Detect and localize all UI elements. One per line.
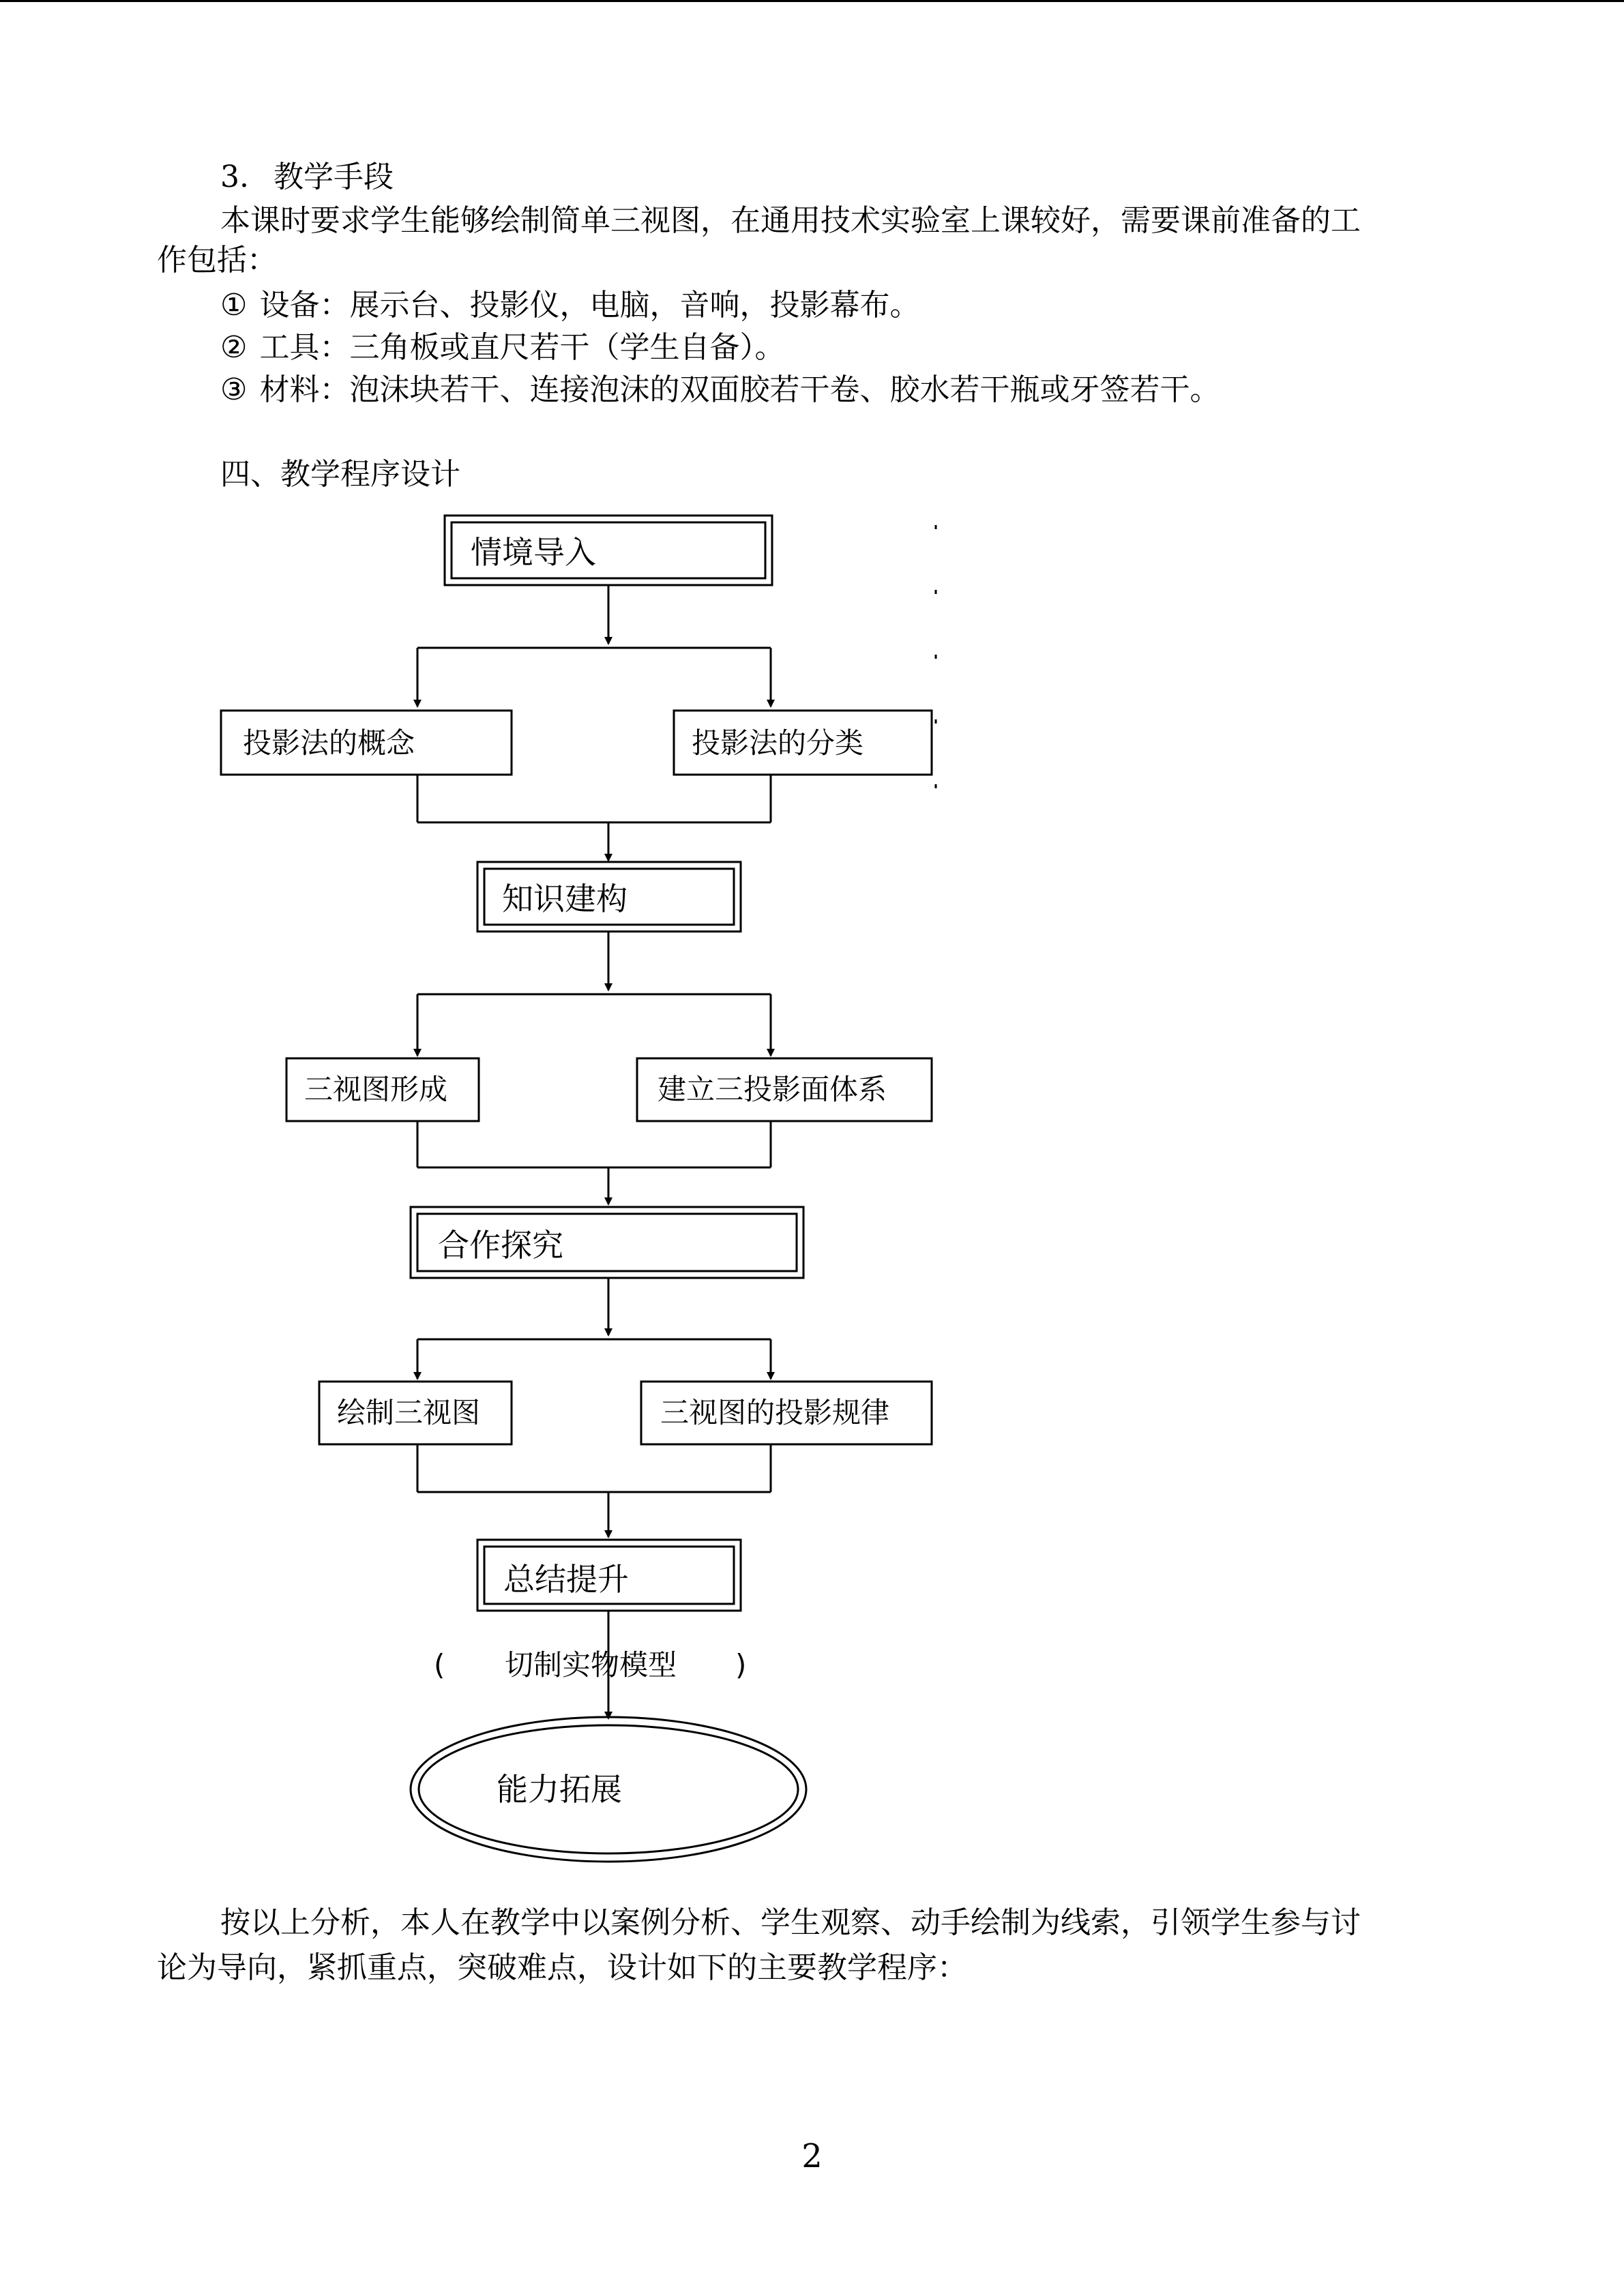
stage2-right-label: 建立三投影面体系 (658, 1073, 887, 1106)
note-close-paren: ) (735, 1648, 747, 1682)
stage1-label: 情境导入 (471, 534, 596, 571)
stage2-left-label: 三视图形成 (304, 1073, 448, 1106)
section3-paragraph-line1: 本课时要求学生能够绘制简单三视图，在通用技术实验室上课较好，需要课前准备的工 (220, 203, 1361, 238)
section3-number: 3. (220, 160, 249, 194)
final-label: 能力拓展 (497, 1771, 622, 1808)
stage1-right-label: 投影法的分类 (692, 726, 864, 760)
branch-connector (417, 648, 771, 706)
stage3-right-label: 三视图的投影规律 (660, 1396, 890, 1429)
list-marker: ① (220, 288, 248, 323)
stage3-left-label: 绘制三视图 (337, 1396, 481, 1429)
list-marker: ② (220, 330, 248, 365)
page-number: 2 (801, 2137, 823, 2175)
branch-connector (417, 994, 771, 1056)
list-item-text: 工具：三角板或直尺若干（学生自备）。 (259, 330, 785, 365)
branch-connector (417, 1339, 771, 1379)
note-open-paren: ( (434, 1648, 445, 1682)
merge-connector (417, 1121, 771, 1204)
merge-connector (417, 775, 771, 861)
list-marker: ③ (220, 372, 248, 407)
stage3-label: 合作探究 (438, 1227, 563, 1264)
list-item-text: 设备：展示台、投影仪，电脑，音响，投影幕布。 (259, 288, 920, 323)
stage2-label: 知识建构 (502, 880, 628, 917)
list-item-text: 材料：泡沫块若干、连接泡沫的双面胶若干卷、胶水若干瓶或牙签若干。 (259, 372, 1220, 407)
section3-title: 教学手段 (273, 160, 394, 194)
stage1-left-label: 投影法的概念 (243, 726, 415, 760)
section4-heading: 四、教学程序设计 (220, 457, 460, 492)
closing-paragraph-line2: 论为导向，紧抓重点，突破难点，设计如下的主要教学程序： (157, 1950, 967, 1985)
closing-paragraph-line1: 按以上分析，本人在教学中以案例分析、学生观察、动手绘制为线索，引领学生参与讨 (220, 1905, 1361, 1940)
note-label: 切制实物模型 (505, 1648, 677, 1682)
section3-paragraph-line2: 作包括： (157, 243, 277, 278)
stage4-label: 总结提升 (503, 1561, 629, 1598)
merge-connector (417, 1444, 771, 1537)
